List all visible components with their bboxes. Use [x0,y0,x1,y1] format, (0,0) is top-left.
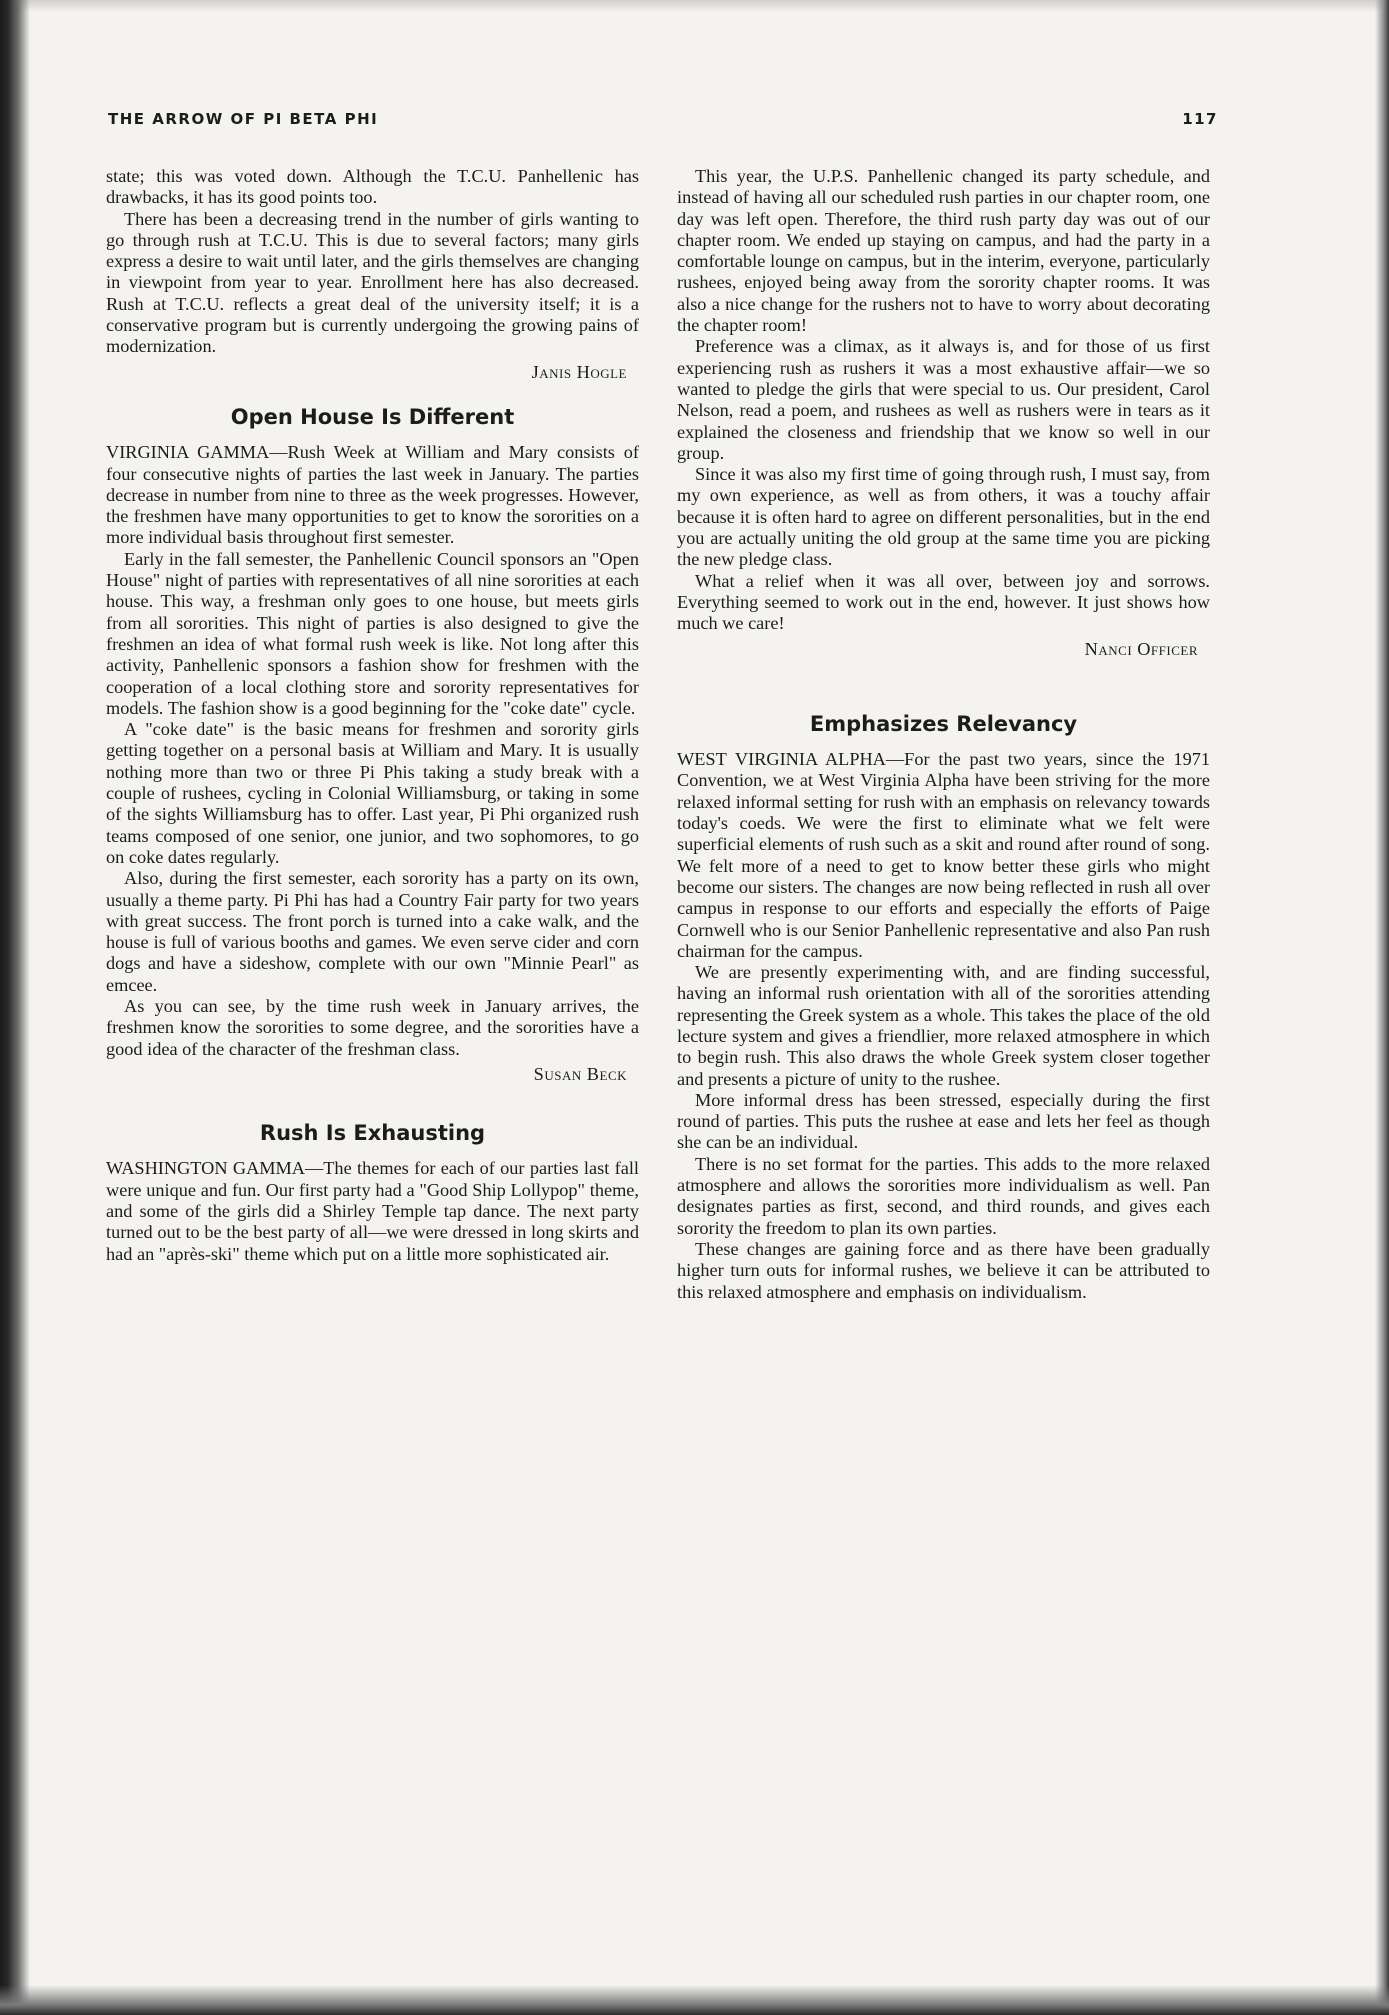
article-paragraph: What a relief when it was all over, between joy and sorrows. Everything seemed to work out in the end, however. It just shows how much we care! [677,570,1210,634]
article-paragraph: We are presently experimenting with, and are finding successful, having an informal rush orientation with all of the sororities attending representing the Greek system as a whole. This takes the place of the old lecture system and gives a friendlier, more relaxed atmosphere in which to begin rush. This also draws the whole Greek system closer together and presents a picture of unity to the rushee. [677,962,1210,1089]
intro-signature: Janis Hogle [531,361,627,382]
scan-edge-top [0,0,1389,12]
scan-edge-right [1375,0,1389,2015]
article-paragraph: WASHINGTON GAMMA—The themes for each of our parties last fall were unique and fun. Our first party had a "Good Ship Lollypop" theme, and some of the girls did a Shirley Temple tap dance. The next party turned out to be the best party of all—we were dressed in long skirts and had an "après-ski" theme which put on a little more sophisticated air. [106,1158,639,1264]
article-headline-emphasizes-relevancy: Emphasizes Relevancy [809,711,1078,736]
article-paragraph: Early in the fall semester, the Panhellenic Council sponsors an "Open House" night of parties with representatives of all nine sororities at each house. This way, a freshman only goes to one house, but meets girls from all sororities. This night of parties is also designed to give the freshmen an idea of what formal rush week is like. Not long after this activity, Panhellenic sponsors a fashion show for freshmen with the cooperation of a local clothing store and sorority representatives for models. The fashion show is a good beginning for the "coke date" cycle. [106,548,639,718]
article-paragraph: This year, the U.P.S. Panhellenic changed its party schedule, and instead of having all our scheduled rush parties in our chapter room, one day was left open. Therefore, the third rush party day was out of our chapter room. We ended up staying on campus, and had the party in a comfortable lounge on campus, but in the interim, everyone, particularly rushees, enjoyed being away from the sorority chapter rooms. It was also a nice change for the rushers not to have to worry about decorating the chapter room! [677,166,1210,336]
article-paragraph: WEST VIRGINIA ALPHA—For the past two years, since the 1971 Convention, we at West Virginia Alpha have been striving for the more relaxed informal setting for rush with an emphasis on relevancy towards today's coeds. We were the first to eliminate what we felt were superficial elements of rush such as a skit and round after round of song. We felt more of a need to get to know better these girls who might become our sisters. The changes are now being reflected in rush all over campus in response to our efforts and especially the efforts of Paige Cornwell who is our Senior Panhellenic representative and also Pan rush chairman for the campus. [677,749,1210,961]
article-paragraph: Preference was a climax, as it always is, and for those of us first experiencing rush as rushers it was a most exhaustive affair—we so wanted to pledge the girls that were special to us. Our president, Carol Nelson, read a poem, and rushees as well as rushers were in tears as it explained the closeness and friendship that we know so well in our group. [677,336,1210,463]
article-paragraph: These changes are gaining force and as there have been gradually higher turn outs for informal rushes, we believe it can be attributed to this relaxed atmosphere and emphasis on individualism. [677,1238,1210,1302]
article-paragraph: There is no set format for the parties. This adds to the more relaxed atmosphere and allows the sororities more individualism as well. Pan designates parties as first, second, and third rounds, and gives each sorority the freedom to plan its own parties. [677,1153,1210,1238]
intro-paragraph: state; this was voted down. Although the T.C.U. Panhellenic has drawbacks, it has its good points too. [106,166,639,208]
article-paragraph: VIRGINIA GAMMA—Rush Week at William and Mary consists of four consecutive nights of parties the last week in January. The parties decrease in number from nine to three as the week progresses. However, the freshmen have many opportunities to get to know the sororities on a more individual basis throughout first semester. [106,442,639,548]
left-column [106,166,639,1265]
article-headline-rush-exhausting: Rush Is Exhausting [259,1121,486,1146]
article-signature: Susan Beck [533,1063,627,1084]
article-paragraph: Since it was also my first time of going through rush, I must say, from my own experience, as well as from others, it was a touchy affair because it is often hard to agree on different personalities, but in the end you are actually uniting the old group at the same time you are picking the new pledge class. [677,464,1210,570]
page-number: 117 [1182,110,1218,128]
article-headline-open-house: Open House Is Different [230,404,515,429]
running-head [108,110,1218,134]
scan-edge-bottom [0,1985,1389,2015]
right-column [677,166,1210,1303]
intro-paragraph: There has been a decreasing trend in the number of girls wanting to go through rush at T.C.U. This is due to several factors; many girls express a desire to wait until later, and the girls themselves are changing in viewpoint from year to year. Enrollment here has also decreased. Rush at T.C.U. reflects a great deal of the university itself; it is a conservative program but is currently undergoing the growing pains of modernization. [106,208,639,357]
article-paragraph: More informal dress has been stressed, especially during the first round of parties. This puts the rushee at ease and lets her feel as though she can be an individual. [677,1089,1210,1153]
publication-title: THE ARROW OF PI BETA PHI [108,110,379,128]
scan-edge-left [0,0,30,2015]
article-paragraph: As you can see, by the time rush week in January arrives, the freshmen know the sororities to some degree, and the sororities have a good idea of the character of the freshman class. [106,995,639,1059]
article-paragraph: A "coke date" is the basic means for freshmen and sorority girls getting together on a personal basis at William and Mary. It is usually nothing more than two or three Pi Phis taking a study break with a couple of rushees, cycling in Colonial Williamsburg, or taking in some of the sights Williamsburg has to offer. Last year, Pi Phi organized rush teams composed of one senior, one junior, and two sophomores, to go on coke dates regularly. [106,719,639,867]
article-paragraph: Also, during the first semester, each sorority has a party on its own, usually a theme party. Pi Phi has had a Country Fair party for two years with great success. The front porch is turned into a cake walk, and the house is full of various booths and games. We even serve cider and corn dogs and have a sideshow, complete with our own "Minnie Pearl" as emcee. [106,868,639,995]
article-signature: Nanci Officer [1084,638,1198,659]
